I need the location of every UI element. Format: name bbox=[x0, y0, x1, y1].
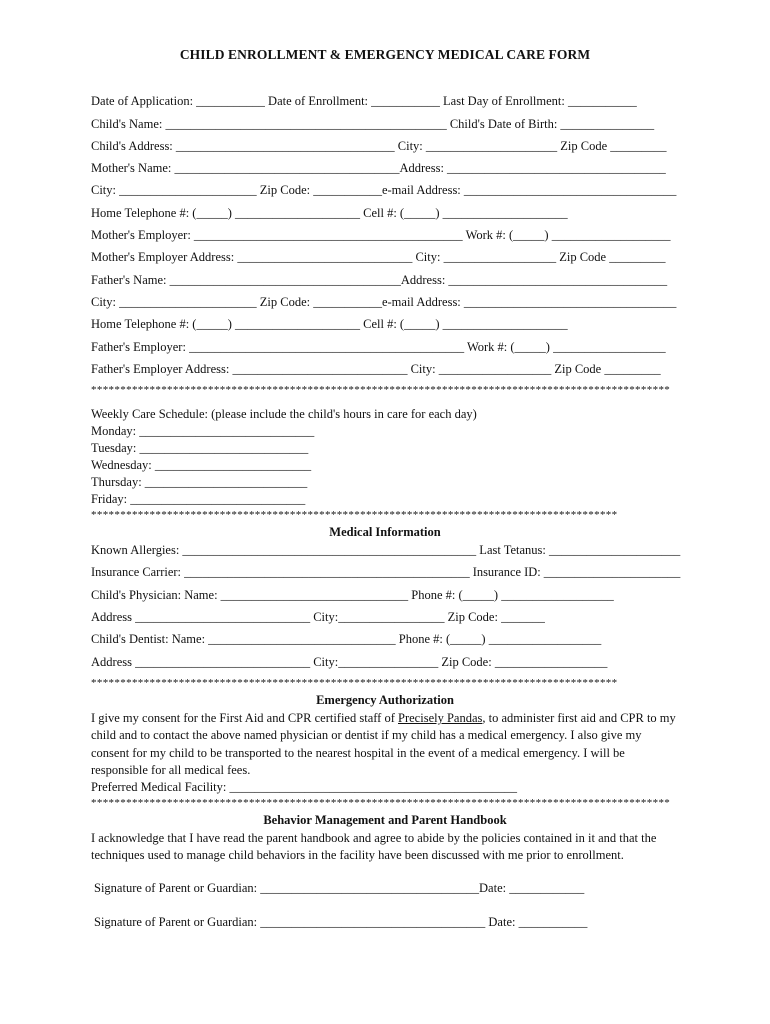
schedule-monday[interactable]: Monday: ____________________________ bbox=[91, 424, 315, 438]
separator-stars: *************************************************************************************************** bbox=[91, 384, 671, 396]
child-name-row[interactable]: Child's Name: _____________________________________________ Child's Date of Birth: _______________ bbox=[91, 117, 655, 131]
consent-text-start: I give my consent for the First Aid and CPR certified staff of bbox=[91, 711, 399, 725]
behavior-acknowledgement-text: I acknowledge that I have read the parent handbook and agree to abide by the policies contained in it and that the techniques used to manage child behaviors in the facility have been discussed with me prior to enrollment. bbox=[91, 831, 657, 863]
schedule-friday[interactable]: Friday: ____________________________ bbox=[91, 492, 306, 506]
consent-text-end: , to administer first aid and CPR to my child and to contact the above named physician or dentist if my child has a medical emergency. I also give my consent for my child to be transported to the nearest hospital in the event of a medical emergency. I will be responsible for all medical fees. bbox=[91, 711, 676, 778]
medical-heading: Medical Information bbox=[329, 525, 441, 539]
mother-phone-row[interactable]: Home Telephone #: (_____) ____________________ Cell #: (_____) ____________________ bbox=[91, 206, 568, 220]
emergency-consent-text bbox=[91, 710, 681, 780]
father-phone-row[interactable]: Home Telephone #: (_____) ____________________ Cell #: (_____) ____________________ bbox=[91, 317, 568, 331]
physician-row[interactable]: Child's Physician: Name: ______________________________ Phone #: (_____) __________________ bbox=[91, 588, 614, 602]
father-employer-row[interactable]: Father's Employer: ____________________________________________ Work #: (_____) __________________ bbox=[91, 340, 666, 354]
physician-address-row[interactable]: Address ____________________________ City:_________________ Zip Code: _______ bbox=[91, 610, 545, 624]
schedule-tuesday[interactable]: Tuesday: ___________________________ bbox=[91, 441, 309, 455]
dentist-row[interactable]: Child's Dentist: Name: ______________________________ Phone #: (_____) __________________ bbox=[91, 632, 602, 646]
behavior-heading: Behavior Management and Parent Handbook bbox=[263, 813, 507, 827]
emergency-heading: Emergency Authorization bbox=[316, 693, 454, 707]
father-employer-address-row[interactable]: Father's Employer Address: ____________________________ City: __________________ Zip Code _________ bbox=[91, 362, 661, 376]
father-city-row[interactable]: City: ______________________ Zip Code: ___________e-mail Address: __________________________________ bbox=[91, 295, 677, 309]
schedule-intro: Weekly Care Schedule: (please include the child's hours in care for each day) bbox=[91, 407, 477, 421]
allergies-row[interactable]: Known Allergies: _______________________________________________ Last Tetanus: _____________________ bbox=[91, 543, 681, 557]
mother-employer-address-row[interactable]: Mother's Employer Address: ____________________________ City: __________________ Zip Code _________ bbox=[91, 250, 666, 264]
application-dates-row[interactable]: Date of Application: ___________ Date of Enrollment: ___________ Last Day of Enrollment: ___________ bbox=[91, 94, 637, 108]
mother-employer-row[interactable]: Mother's Employer: ___________________________________________ Work #: (_____) ___________________ bbox=[91, 228, 671, 242]
separator-stars: *************************************************************************************************** bbox=[91, 797, 671, 809]
signature-row-2[interactable]: Signature of Parent or Guardian: ____________________________________ Date: ___________ bbox=[94, 915, 588, 929]
insurance-row[interactable]: Insurance Carrier: ______________________________________________ Insurance ID: ______________________ bbox=[91, 565, 681, 579]
dentist-address-row[interactable]: Address ____________________________ City:________________ Zip Code: __________________ bbox=[91, 655, 608, 669]
separator-stars: ****************************************************************************************** bbox=[91, 509, 618, 521]
company-name: Precisely Pandas bbox=[398, 711, 483, 725]
separator-stars: ****************************************************************************************** bbox=[91, 677, 618, 689]
mother-city-row[interactable]: City: ______________________ Zip Code: ___________e-mail Address: __________________________________ bbox=[91, 183, 677, 197]
child-address-row[interactable]: Child's Address: ___________________________________ City: _____________________ Zip Code _________ bbox=[91, 139, 667, 153]
preferred-facility-row[interactable]: Preferred Medical Facility: ______________________________________________ bbox=[91, 780, 517, 794]
schedule-wednesday[interactable]: Wednesday: _________________________ bbox=[91, 458, 312, 472]
father-name-row[interactable]: Father's Name: _____________________________________Address: ___________________________________ bbox=[91, 273, 668, 287]
mother-name-row[interactable]: Mother's Name: ____________________________________Address: ___________________________________ bbox=[91, 161, 666, 175]
schedule-thursday[interactable]: Thursday: __________________________ bbox=[91, 475, 308, 489]
form-title: CHILD ENROLLMENT & EMERGENCY MEDICAL CARE FORM bbox=[179, 47, 591, 62]
signature-row-1[interactable]: Signature of Parent or Guardian: ___________________________________Date: ____________ bbox=[94, 881, 585, 895]
